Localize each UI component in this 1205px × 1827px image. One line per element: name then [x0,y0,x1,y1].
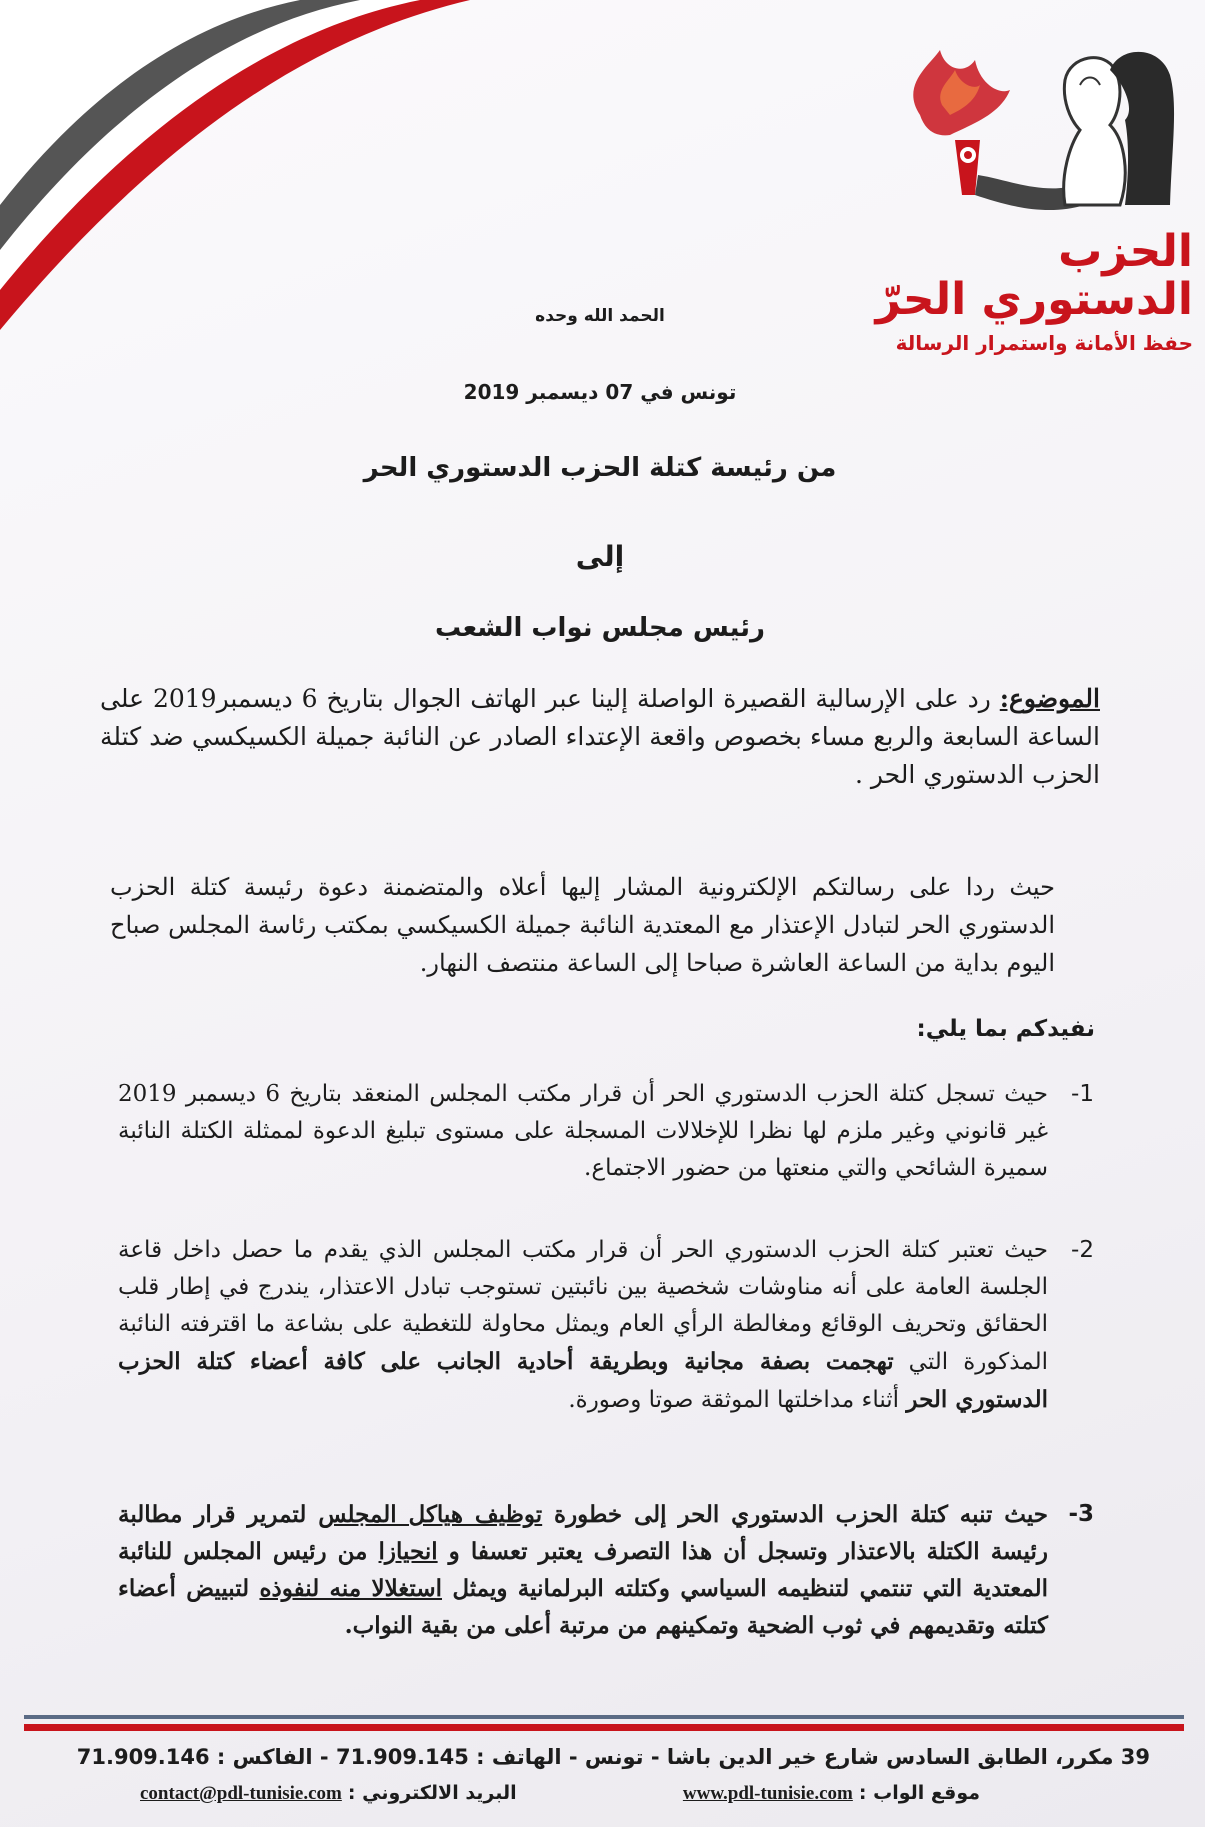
web-label: موقع الواب : [858,1782,980,1804]
footer-contacts [140,1782,980,1805]
subject-text: رد على الإرسالية القصيرة الواصلة إلينا عبر الهاتف الجوال بتاريخ 6 ديسمبر2019 على الساعة السابعة والربع مساء بخصوص واقعة الإعتداء الصادر عن النائبة جميلة الكسيكسي ضد كتلة الحزب الدستوري الحر . [100,684,1100,789]
item-number: 2- [1071,1237,1094,1263]
footer-web [683,1782,980,1805]
footer-divider-blue [24,1715,1184,1719]
item-number: 1- [1071,1081,1094,1107]
item-text: أثناء مداخلتها الموثقة صوتا وصورة. [568,1387,907,1413]
item-text: حيث تنبه كتلة الحزب الدستوري الحر إلى خطورة [542,1501,1048,1528]
item-text: حيث تسجل كتلة الحزب الدستوري الحر أن قرار مكتب المجلس المنعقد بتاريخ 6 ديسمبر 2019 غير قانوني وغير ملزم لها نظرا للإخلالات المسجلة على مستوى تبليغ الدعوة لممثلة الكتلة النائبة سميرة الشائحي والتي منعتها من حضور الاجتماع. [118,1081,1048,1181]
sender-line: من رئيسة كتلة الحزب الدستوري الحر [363,453,837,483]
item-text: لتبييض أعضاء كتلته وتقديمهم في ثوب الضحية وتمكينهم من مرتبة أعلى من بقية النواب. [118,1575,1048,1639]
opening-phrase: الحمد الله وحده [535,306,665,326]
item-number: 3- [1068,1501,1094,1527]
recipient-line: رئيس مجلس نواب الشعب [435,613,765,643]
item-text: حيث تعتبر كتلة الحزب الدستوري الحر أن قرار مكتب المجلس الذي يقدم ما حصل داخل قاعة الجلسة العامة على أنه مناوشات شخصية بين نائبتين تستوجب تبادل الاعتذار، يندرج في إطار قلب الحقائق وتحريف الوقائع ومغالطة الرأي العام ويمثل محاولة للتغطية على بشاعة ما اقترفته النائبة المذكورة التي [118,1237,1048,1375]
party-motto: حفظ الأمانة واستمرار الرسالة [895,330,1193,355]
party-name: الحزب الدستوري الحرّ [875,226,1193,326]
item-text-underlined: انحيازا [378,1538,438,1565]
list-item-2 [118,1232,1094,1419]
item-text-underlined: استغلالا منه لنفوذه [259,1575,442,1602]
letter-date: تونس في 07 ديسمبر 2019 [463,380,737,404]
list-item-1 [118,1076,1094,1187]
subject-label: الموضوع: [999,684,1100,713]
to-word: إلى [575,540,625,573]
item-text: من رئيس المجلس للنائبة المعتدية التي تنتمي لتنظيمه السياسي وكتلته البرلمانية ويمثل [118,1538,1049,1602]
torch-figures-logo-icon [880,45,1180,225]
footer-divider-red [24,1724,1184,1731]
list-item-3 [118,1496,1094,1644]
inform-heading: نفيدكم بما يلي: [916,1016,1095,1042]
item-text-bold: تهجمت بصفة مجانية وبطريقة أحادية الجانب على كافة أعضاء كتلة الحزب الدستوري الحر [118,1348,1048,1413]
subject-block [100,680,1100,794]
corner-swoosh-decoration [0,0,520,420]
item-text: لتمرير قرار مطالبة رئيسة الكتلة بالاعتذار وتسجل أن هذا التصرف يعتبر تعسفا و [118,1501,1048,1565]
footer-address: 39 مكرر، الطابق السادس شارع خير الدين باشا - تونس - الهاتف : 71.909.145 - الفاكس : 71.909.146 [76,1745,1150,1769]
item-text-underlined: توظيف هياكل المجلس [318,1501,543,1528]
email-link[interactable]: contact@pdl-tunisie.com [140,1783,342,1804]
body-paragraph: حيث ردا على رسالتكم الإلكترونية المشار إليها أعلاه والمتضمنة دعوة رئيسة كتلة الحزب الدستوري الحر لتبادل الإعتذار مع المعتدية النائبة جميلة الكسيكسي بمكتب رئاسة المجلس صباح اليوم بداية من الساعة العاشرة صباحا إلى الساعة منتصف النهار. [110,873,1055,977]
party-brand [833,228,1193,355]
footer-email [140,1782,517,1805]
email-label: البريد الالكتروني : [347,1782,517,1804]
web-link[interactable]: www.pdl-tunisie.com [682,1783,853,1804]
